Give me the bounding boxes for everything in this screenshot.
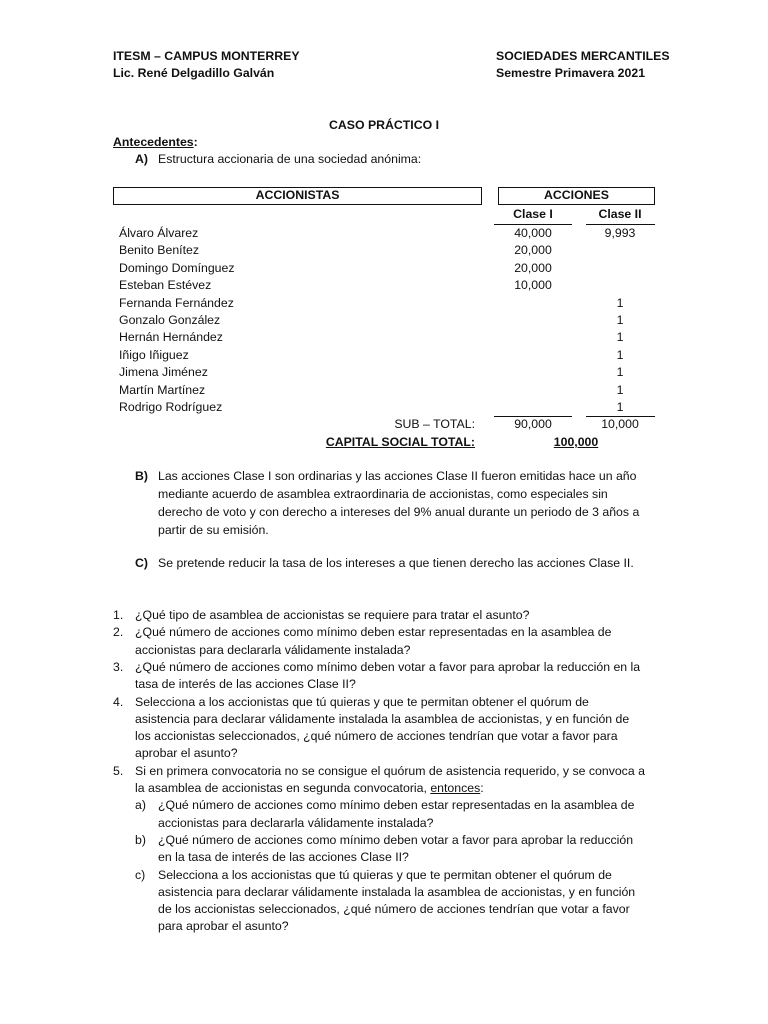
capital-label: CAPITAL SOCIAL TOTAL:	[325, 435, 475, 449]
clase-i-value: 20,000	[514, 260, 552, 275]
clase-ii-value: 1	[616, 400, 624, 414]
accionistas-header: ACCIONISTAS	[113, 187, 482, 205]
section-b-line: Las acciones Clase I son ordinarias y las acciones Clase II fueron emitidas hace un año	[158, 469, 637, 483]
section-c-text: Se pretende reducir la tasa de los intereses a que tienen derecho las acciones Clase II.	[158, 556, 634, 570]
subquestion-text: asistencia para declarar válidamente instalada la asamblea de accionistas, y en función	[158, 884, 636, 899]
clase-ii-value: 1	[616, 382, 624, 397]
shareholder-name: Jimena Jiménez	[119, 365, 208, 380]
section-b-text	[158, 467, 656, 539]
school-name: ITESM – CAMPUS MONTERREY	[113, 49, 300, 63]
question-text: ¿Qué tipo de asamblea de accionistas se requiere para tratar el asunto?	[135, 608, 530, 622]
shareholder-name: Gonzalo González	[119, 313, 221, 327]
subquestion-letter: c)	[135, 867, 146, 882]
question-text: los accionistas seleccionados, ¿qué número de acciones tendrían que votar a favor para	[135, 729, 618, 744]
subquestion-text: Selecciona a los accionistas que tú quieras y que te permitan obtener el quórum de	[158, 867, 612, 882]
subtotal-label: SUB – TOTAL:	[394, 417, 475, 431]
subquestion-letter: a)	[135, 798, 146, 813]
emphasis-entonces: entonces	[430, 781, 481, 795]
section-b-line: partir de su emisión.	[158, 523, 269, 537]
shareholder-name: Fernanda Fernández	[119, 295, 234, 310]
shareholder-name: Hernán Hernández	[119, 330, 223, 345]
shareholder-name: Álvaro Álvarez	[119, 226, 199, 240]
question-text: la asamblea de accionistas en segunda convocatoria, entonces:	[135, 781, 484, 795]
shareholder-name: Iñigo Iñiguez	[119, 347, 189, 362]
question-text: Selecciona a los accionistas que tú quieras y que te permitan obtener el quórum de	[135, 694, 589, 709]
question-number: 1.	[113, 608, 124, 622]
subquestion-text: en la tasa de interés de las acciones Clase II?	[158, 850, 409, 865]
subquestion-text: accionistas para declararla válidamente instalada?	[158, 815, 434, 830]
course-name: SOCIEDADES MERCANTILES	[496, 49, 670, 63]
subquestion-text: ¿Qué número de acciones como mínimo deben votar a favor para aprobar la reducción	[158, 832, 634, 847]
shareholder-name: Esteban Estévez	[119, 278, 212, 293]
question-text: accionistas para declararla válidamente instalada?	[135, 642, 411, 657]
section-b-label: B)	[135, 469, 148, 483]
question-number: 4.	[113, 694, 124, 709]
question-text: asistencia para declarar válidamente instalada la asamblea de accionistas, y en función de	[135, 711, 630, 726]
antecedentes-heading: Antecedentes:	[113, 135, 198, 149]
shareholder-name: Martín Martínez	[119, 382, 206, 397]
section-a-text: Estructura accionaria de una sociedad anónima:	[158, 152, 422, 166]
clase-ii-value: 1	[616, 365, 624, 380]
clase-ii-value: 9,993	[604, 226, 636, 240]
acciones-header: ACCIONES	[498, 187, 655, 205]
shareholder-name: Benito Benítez	[119, 243, 199, 258]
subquestion-text: ¿Qué número de acciones como mínimo deben estar representadas en la asamblea de	[158, 798, 635, 813]
subquestion-text: de los accionistas seleccionados, ¿qué número de acciones tendrían que votar a favor	[158, 902, 630, 917]
subquestion-text: para aprobar el asunto?	[158, 919, 289, 934]
section-a-label: A)	[135, 152, 148, 166]
subtotal-clase-ii: 10,000	[601, 417, 639, 431]
subtotal-clase-i: 90,000	[514, 417, 552, 431]
professor-name: Lic. René Delgadillo Galván	[113, 66, 275, 80]
section-b-line: mediante acuerdo de asamblea extraordinaria de accionistas, como especiales sin	[158, 487, 608, 501]
subquestion-letter: b)	[135, 832, 146, 847]
clase-i-value: 10,000	[514, 278, 552, 293]
shareholder-name: Rodrigo Rodríguez	[119, 400, 223, 414]
question-number: 2.	[113, 625, 124, 640]
semester: Semestre Primavera 2021	[496, 66, 646, 80]
shareholder-name: Domingo Domínguez	[119, 260, 235, 275]
question-number: 5.	[113, 763, 124, 778]
clase-i-value: 40,000	[514, 226, 552, 240]
question-text: ¿Qué número de acciones como mínimo deben votar a favor para aprobar la reducción en la	[135, 659, 641, 674]
clase-ii-value: 1	[616, 295, 624, 310]
capital-value: 100,000	[553, 435, 599, 449]
clase-ii-value: 1	[616, 330, 624, 345]
clase-ii-header: Clase II	[598, 207, 642, 221]
page-title: CASO PRÁCTICO I	[329, 118, 439, 132]
question-text: aprobar el asunto?	[135, 746, 238, 761]
clase-ii-value: 1	[616, 313, 624, 327]
question-number: 3.	[113, 659, 124, 674]
question-text: tasa de interés de las acciones Clase II?	[135, 677, 356, 692]
clase-i-header: Clase I	[513, 207, 553, 221]
question-text: Si en primera convocatoria no se consigue el quórum de asistencia requerido, y se convoca a	[135, 763, 645, 778]
question-text: ¿Qué número de acciones como mínimo deben estar representadas en la asamblea de	[135, 625, 612, 640]
clase-ii-value: 1	[616, 347, 624, 362]
section-c-label: C)	[135, 556, 148, 570]
clase-i-value: 20,000	[514, 243, 552, 258]
section-b-line: derecho de voto y con derecho a intereses del 9% anual durante un periodo de 3 años a	[158, 505, 640, 519]
